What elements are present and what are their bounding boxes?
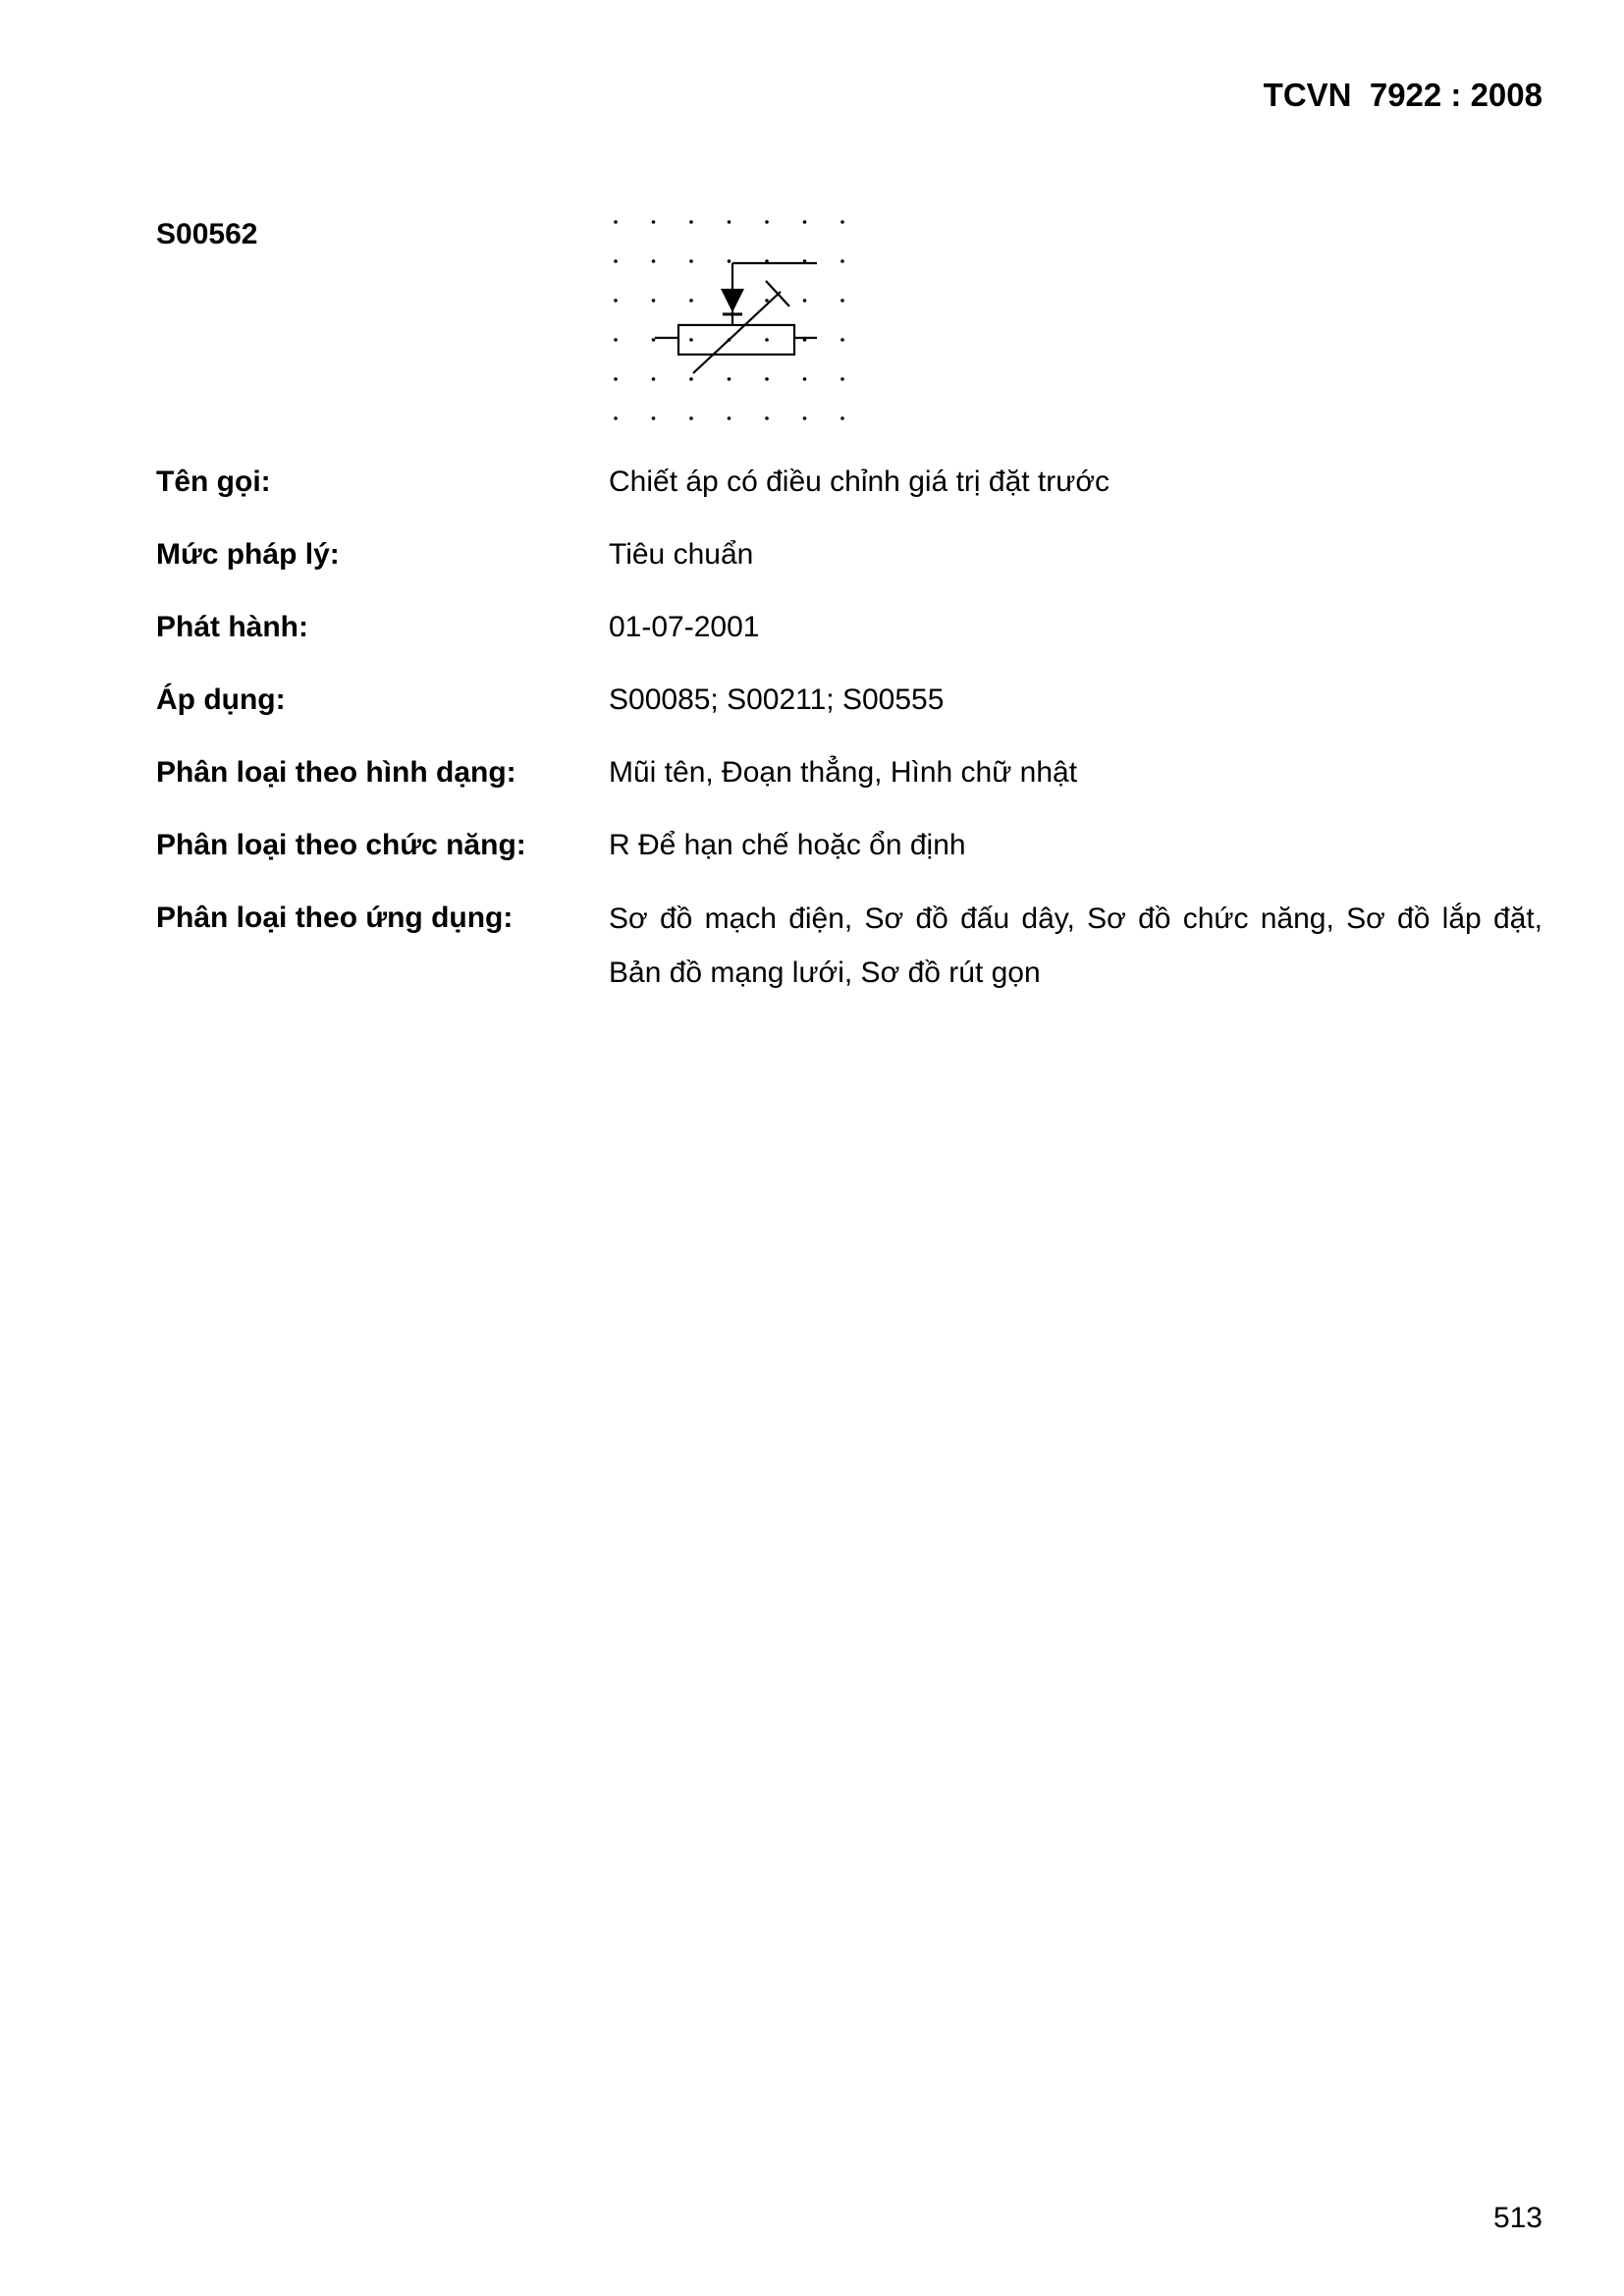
grid-dot [689,338,693,342]
property-row [156,462,1543,534]
grid-dot [728,259,731,263]
grid-dot [728,416,731,420]
property-label: Phát hành: [156,611,308,643]
grid-dot [765,220,769,224]
grid-dot [689,299,693,302]
grid-dot [803,220,807,224]
property-label: Tên gọi: [156,465,271,498]
wiper-arrow [721,289,744,312]
grid-dot [840,377,844,381]
grid-dot [840,259,844,263]
grid-dot [614,220,618,224]
grid-dot [840,416,844,420]
property-label: Áp dụng: [156,683,286,716]
grid-dot [765,377,769,381]
property-row [156,898,1543,989]
grid-dot [614,416,618,420]
grid-dot [803,377,807,381]
properties-table [156,462,1543,989]
property-row [156,752,1543,825]
property-value: Sơ đồ mạch điện, Sơ đồ đấu dây, Sơ đồ chức năng, Sơ đồ lắp đặt, Bản đồ mạng lưới, Sơ đồ rút gọn [609,902,1543,989]
grid-dot [840,220,844,224]
grid-dot [652,299,656,302]
grid-dot [728,220,731,224]
grid-dot [803,299,807,302]
preset-potentiometer-symbol [601,204,866,430]
grid-dot [765,299,769,302]
grid-dot [652,220,656,224]
property-value: 01-07-2001 [609,611,760,643]
grid-dot [689,259,693,263]
grid-dot [840,338,844,342]
property-value: R Để hạn chế hoặc ổn định [609,829,966,861]
grid-dot [652,259,656,263]
property-row [156,825,1543,898]
property-value: Chiết áp có điều chỉnh giá trị đặt trước [609,465,1110,498]
grid-dot [614,338,618,342]
property-row [156,680,1543,752]
resistor-body [678,325,794,355]
property-label: Phân loại theo ứng dụng: [156,902,514,934]
grid-dot [765,416,769,420]
property-row [156,534,1543,607]
grid-dots [614,220,844,420]
grid-dot [803,416,807,420]
grid-dot [689,220,693,224]
grid-dot [652,338,656,342]
property-row [156,607,1543,680]
grid-dot [765,338,769,342]
grid-dot [652,416,656,420]
grid-dot [728,377,731,381]
preset-diagonal [693,292,781,373]
grid-dot [652,377,656,381]
property-label: Phân loại theo hình dạng: [156,756,516,789]
grid-dot [614,377,618,381]
property-label: Phân loại theo chức năng: [156,829,526,861]
property-value: Mũi tên, Đoạn thẳng, Hình chữ nhật [609,756,1078,789]
property-value: Tiêu chuẩn [609,538,754,571]
symbol-id: S00562 [156,218,258,250]
grid-dot [840,299,844,302]
page-number: 513 [1492,2202,1543,2234]
grid-dot [614,259,618,263]
property-value: S00085; S00211; S00555 [609,683,945,716]
property-label: Mức pháp lý: [156,538,340,571]
grid-dot [689,416,693,420]
standard-header: TCVN 7922 : 2008 [1263,77,1543,113]
grid-dot [614,299,618,302]
grid-dot [689,377,693,381]
